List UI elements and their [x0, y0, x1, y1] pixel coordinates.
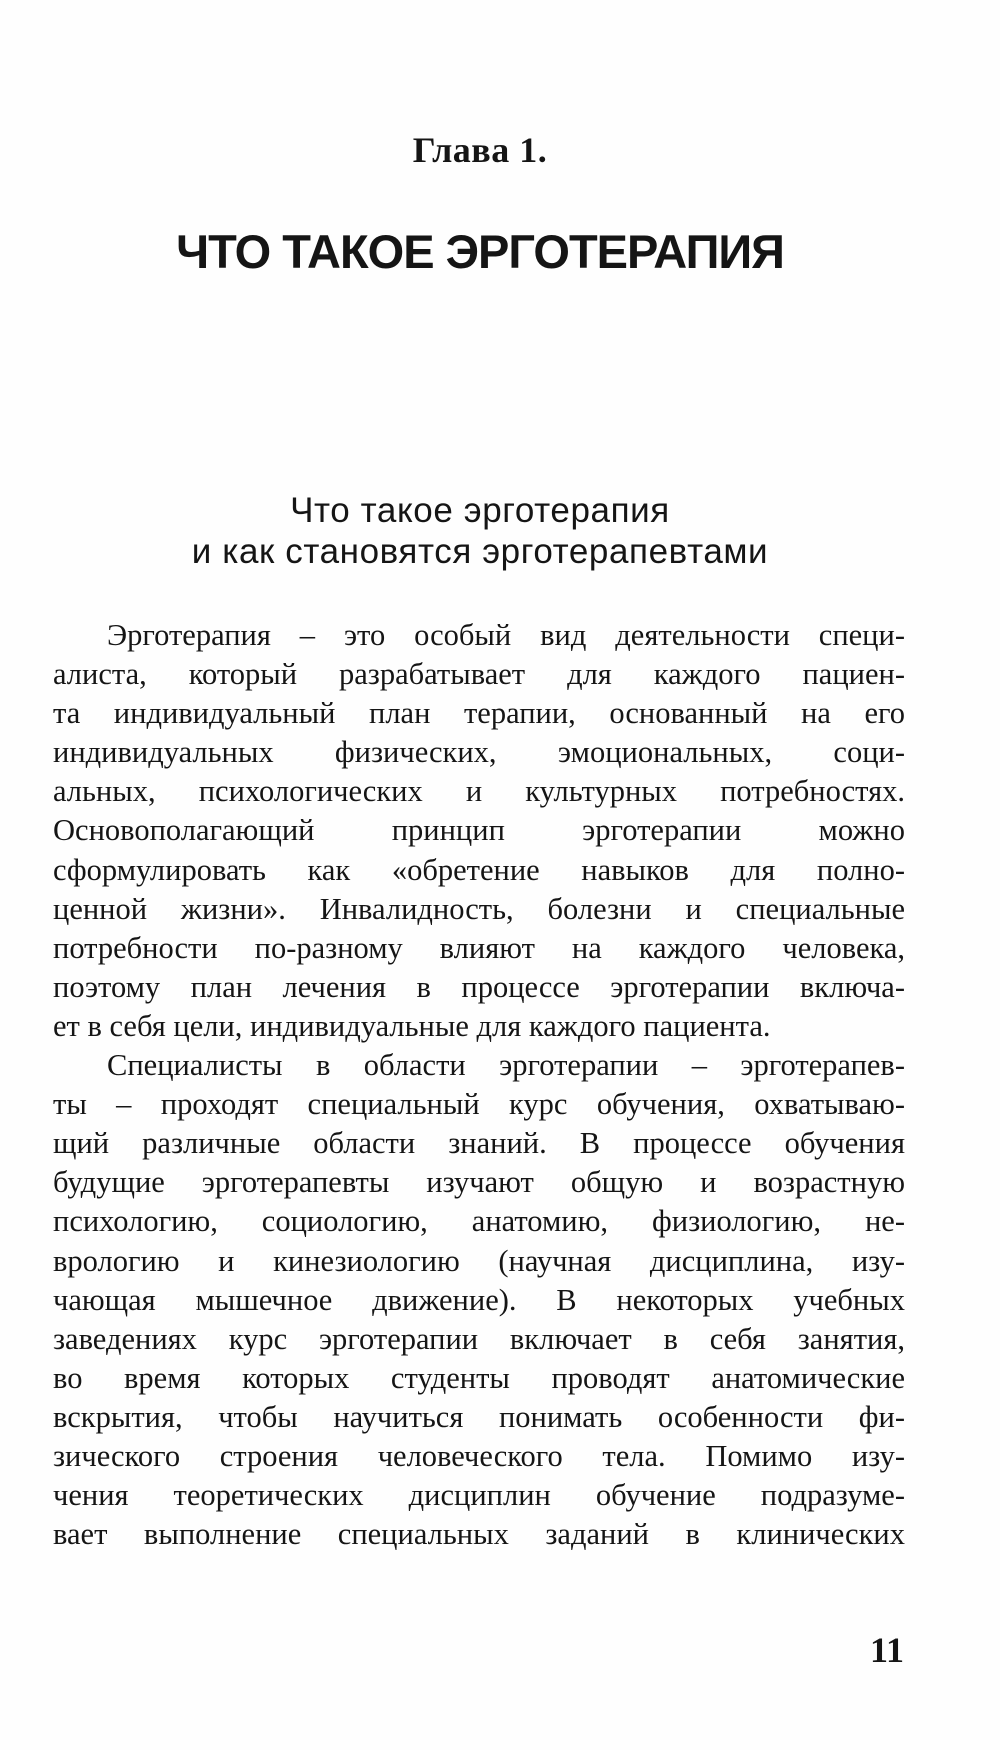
chapter-title: ЧТО ТАКОЕ ЭРГОТЕРАПИЯ	[176, 225, 784, 278]
section-title	[0, 490, 960, 572]
body-text	[53, 616, 905, 1554]
text-line: та индивидуальный план терапии, основанный на его	[53, 696, 905, 731]
section-title-line: и как становятся эрготерапевтами	[191, 532, 769, 571]
text-line: будущие эрготерапевты изучают общую и возрастную	[53, 1165, 905, 1200]
text-line: сформулировать как «обретение навыков для полно-	[53, 852, 905, 887]
text-line: потребности по-разному влияют на каждого человека,	[53, 930, 905, 965]
page-number: 11	[869, 1630, 904, 1670]
paragraph-2	[53, 1046, 905, 1554]
text-line: заведениях курс эрготерапии включает в себя занятия,	[53, 1321, 905, 1356]
text-line: альных, психологических и культурных потребностях.	[53, 774, 905, 809]
text-line: зического строения человеческого тела. Помимо изу-	[53, 1438, 905, 1473]
text-line: индивидуальных физических, эмоциональных, соци-	[53, 735, 905, 770]
text-line: Специалисты в области эрготерапии – эрготерапев-	[107, 1048, 905, 1083]
text-line: чающая мышечное движение). В некоторых учебных	[53, 1282, 905, 1317]
section-title-line: Что такое эрготерапия	[290, 491, 670, 530]
text-line: врологию и кинезиологию (научная дисциплина, изу-	[53, 1243, 905, 1278]
text-line: ты – проходят специальный курс обучения, охватываю-	[53, 1087, 905, 1122]
text-line: вает выполнение специальных заданий в клинических	[53, 1517, 905, 1552]
text-line: Основополагающий принцип эрготерапии можно	[53, 813, 905, 848]
text-line: алиста, который разрабатывает для каждого пациен-	[53, 657, 905, 692]
text-line: во время которых студенты проводят анатомические	[53, 1360, 905, 1395]
text-line: ет в себя цели, индивидуальные для каждого пациента.	[53, 1008, 771, 1043]
text-line: чения теоретических дисциплин обучение подразуме-	[53, 1478, 905, 1513]
text-line: ценной жизни». Инвалидность, болезни и специальные	[53, 891, 905, 926]
text-line: поэтому план лечения в процессе эрготерапии включа-	[53, 969, 905, 1004]
chapter-label: Глава 1.	[412, 130, 548, 170]
text-line: психологию, социологию, анатомию, физиологию, не-	[53, 1204, 905, 1239]
text-line: вскрытия, чтобы научиться понимать особенности фи-	[53, 1399, 905, 1434]
text-line: Эрготерапия – это особый вид деятельности специ-	[107, 618, 905, 652]
paragraph-1	[53, 616, 905, 1046]
text-line: щий различные области знаний. В процессе обучения	[53, 1126, 905, 1161]
